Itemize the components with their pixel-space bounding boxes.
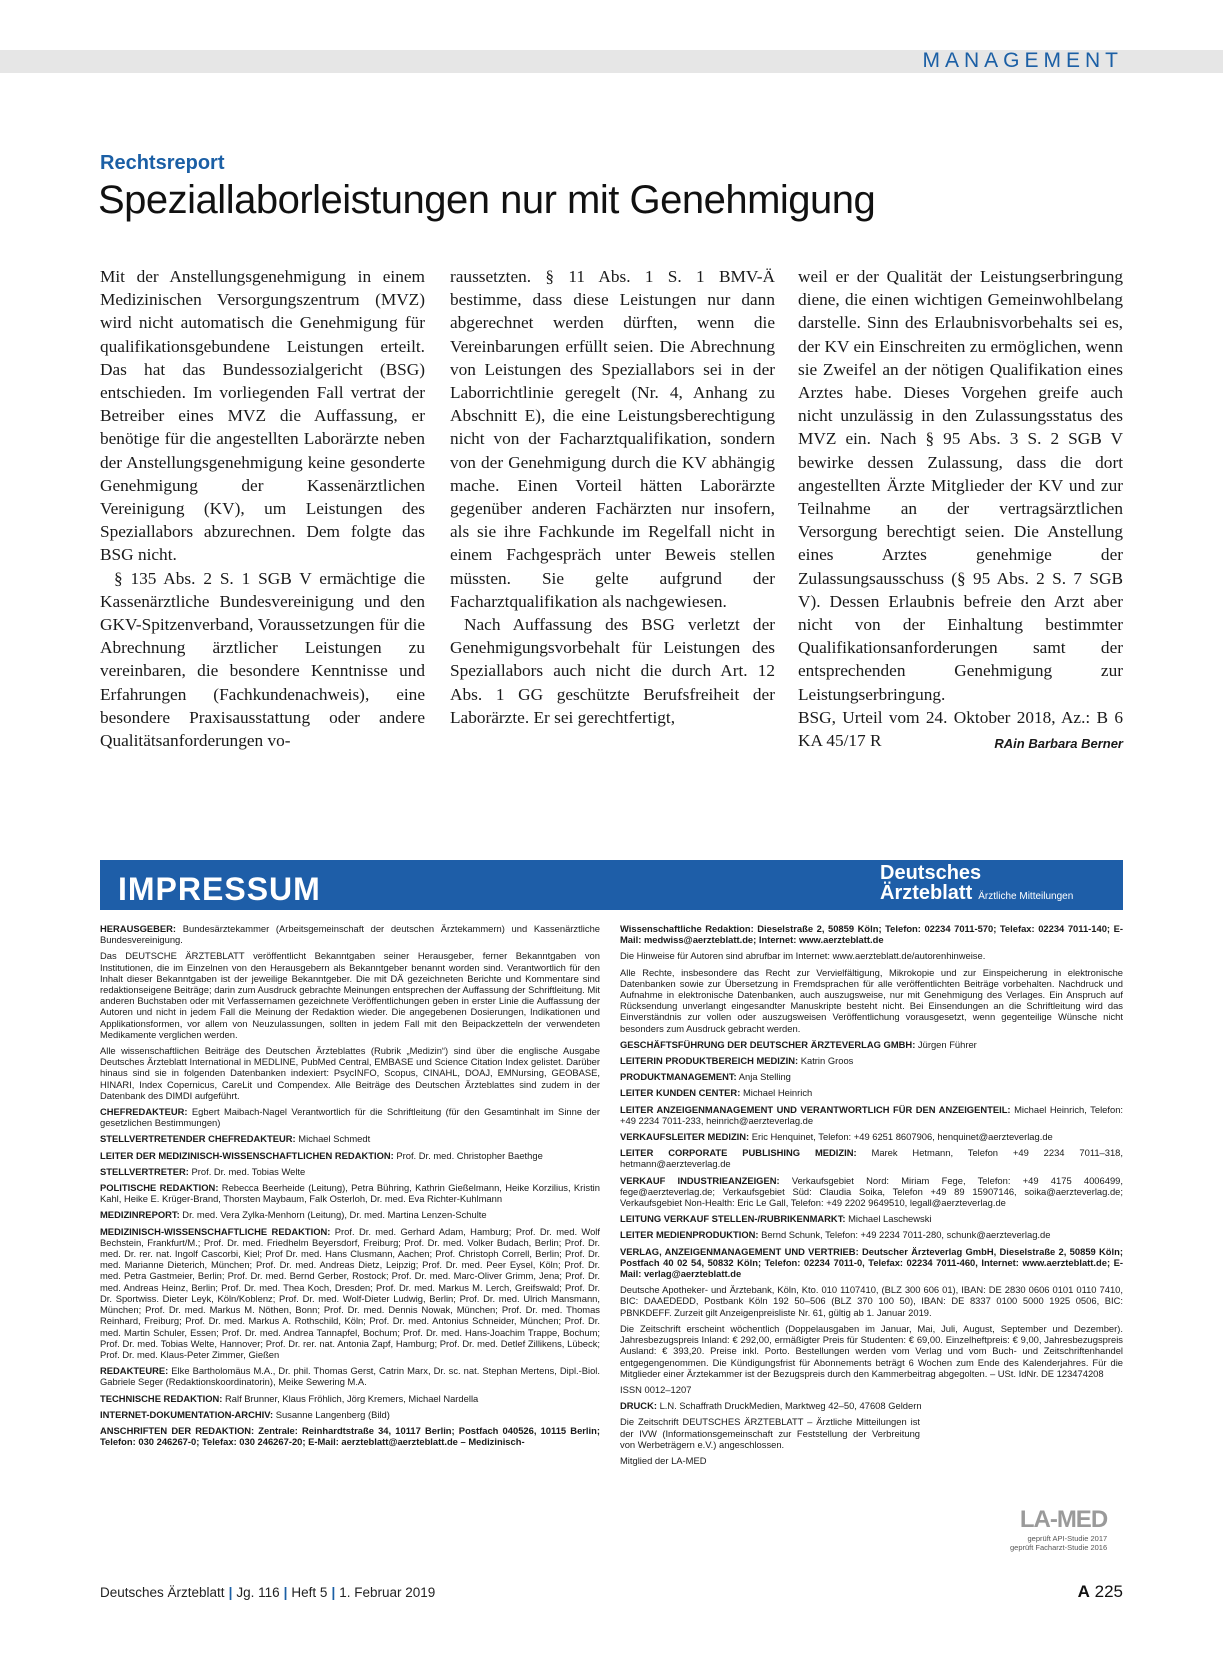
impressum-entry bbox=[100, 1393, 600, 1404]
logo-subtitle: Ärztliche Mitteilungen bbox=[978, 891, 1074, 902]
impressum-entry bbox=[100, 1133, 600, 1144]
impressum-entry-text: Jürgen Führer bbox=[917, 1038, 977, 1050]
impressum-entry-label: VERLAG, ANZEIGENMANAGEMENT UND VERTRIEB: Deutscher Ärzteverlag GmbH, Dieselstraße 2, 50859 Köln; Postfach 40 02 54, 50832 Köln; Telefon: 02234 7011-0, Telefax: 02234 7011-460, Internet: www.aerzteblatt.de; E-Mail: verlag@aerzteblatt.de bbox=[620, 1245, 1123, 1280]
article-paragraph: Nach Auffassung des BSG verletzt der Genehmigungsvorbehalt für Leistungen des Speziallabors auch nicht die durch Art. 12 Abs. 1 GG geschützte Berufsfreiheit der Laborärzte. Er sei gerechtfertigt, bbox=[450, 615, 775, 727]
impressum-column-left bbox=[100, 923, 600, 1452]
impressum-entry-text: Michael Schmedt bbox=[298, 1133, 371, 1145]
lamed-sub-2: geprüft Facharzt-Studie 2016 bbox=[1010, 1543, 1108, 1552]
page-number bbox=[1078, 1582, 1123, 1602]
lamed-logo: LA-MED bbox=[1019, 1506, 1108, 1533]
impressum-entry-text: Marek Hetmann, Telefon +49 2234 7011–318, hetmann@aerzteverlag.de bbox=[620, 1147, 1124, 1170]
article-author: RAin Barbara Berner bbox=[994, 736, 1123, 752]
impressum-entry bbox=[100, 1226, 600, 1360]
impressum-entry bbox=[620, 967, 1123, 1034]
impressum-column-right bbox=[620, 923, 1123, 1471]
footer-date: 1. Februar 2019 bbox=[339, 1585, 436, 1600]
impressum-entry-label: REDAKTEURE: bbox=[100, 1365, 169, 1377]
ivw-text: Die Zeitschrift DEUTSCHES ÄRZTEBLATT – Ärztliche Mitteilungen ist der IVW (Informationsgemeinschaft zur Feststellung der Verbreitung von Werbeträgern e.V.) angeschlossen. bbox=[620, 1416, 920, 1450]
impressum-entry-text: Verkaufsgebiet Nord: Miriam Fege, Telefon: +49 4175 4006499, fege@aerzteverlag.de; Verkaufsgebiet Süd: Claudia Soika, Telefon +49 89 15907146, soika@aerzteverlag.de; Verkaufsgebiet Non-Health: Eric Le Gall, Telefon: +49 2202 9649510, legall@aerzteverlag.de bbox=[620, 1174, 1123, 1209]
impressum-entry-label: MEDIZINISCH-WISSENSCHAFTLICHE REDAKTION: bbox=[100, 1225, 331, 1237]
footer-separator: | bbox=[331, 1585, 336, 1600]
impressum-entry-text: Dr. med. Vera Zylka-Menhorn (Leitung), Dr. med. Martina Lenzen-Schulte bbox=[182, 1209, 487, 1221]
impressum-entry-text: Prof. Dr. med. Tobias Welte bbox=[191, 1165, 306, 1177]
impressum-entry-text: Alle Rechte, insbesondere das Recht zur Vervielfältigung, Mikrokopie und zur Einspeicherung in elektronische Datenbanken sowie zur Übersetzung in Fremdsprachen für alle veröffentlichten Beiträge vorbehalten. Nachdruck und Aufnahme in elektronische Datenbanken, auch auszugsweise, nur mit Genehmigung des Verlages. Ein Anspruch auf Rücksendung unverlangt eingesandter Manuskripte besteht nicht. Bei Einsendungen an die Schriftleitung wird das Einverständnis zur vollen oder auszugsweisen Veröffentlichung vorausgesetzt, wenn gegenteilige Wünsche nicht besonders zum Ausdruck gebracht werden. bbox=[620, 966, 1123, 1034]
article-paragraph: Mit der Anstellungsgenehmigung in einem Medizinischen Versorgungszentrum (MVZ) wird nicht automatisch die Genehmigung für qualifikationsgebundene Leistungen erteilt. Das hat das Bundessozialgericht (BSG) entschieden. Im vorliegenden Fall vertrat der Betreiber eines MVZ die Auffassung, er benötige für die angestellten Laborärzte neben der Anstellungsgenehmigung keine gesonderte Genehmigung der Kassenärztlichen Vereinigung (KV), um Leistungen des Speziallabors abzurechnen. Dem folgte das BSG nicht. bbox=[100, 267, 425, 565]
impressum-entry bbox=[100, 1045, 600, 1101]
impressum-entry bbox=[100, 1166, 600, 1177]
impressum-entry bbox=[100, 1425, 600, 1447]
impressum-entry bbox=[620, 1055, 1123, 1066]
impressum-entry bbox=[620, 1104, 1123, 1126]
druck-label: DRUCK: bbox=[620, 1400, 657, 1412]
impressum-entry-label: GESCHÄFTSFÜHRUNG DER DEUTSCHER ÄRZTEVERLAG GMBH: bbox=[620, 1038, 916, 1050]
article-paragraph: § 135 Abs. 2 S. 1 SGB V ermächtige die Kassenärztliche Bundesvereinigung und den GKV-Spitzenverband, Voraussetzungen für die Abrechnung ärztlicher Leistungen zu vereinbaren, die besondere Kenntnisse und Erfahrungen (Fachkundenachweis), eine besondere Praxisausstattung oder andere Qualitätsanforderungen vo- bbox=[100, 568, 425, 751]
impressum-entry bbox=[100, 1106, 600, 1128]
impressum-entry-text: Eric Henquinet, Telefon: +49 6251 8607906, henquinet@aerzteverlag.de bbox=[751, 1131, 1053, 1143]
footer-volume: Jg. 116 bbox=[236, 1585, 280, 1600]
article-kicker: Rechtsreport bbox=[100, 152, 225, 174]
impressum-entry-label: VERKAUFSLEITER MEDIZIN: bbox=[620, 1131, 750, 1143]
impressum-entry-text: Bundesärztekammer (Arbeitsgemeinschaft der deutschen Ärztekammern) und Kassenärztliche Bundesvereinigung. bbox=[100, 923, 600, 946]
lamed-member: Mitglied der LA-MED bbox=[620, 1454, 707, 1466]
lamed-sub-1: geprüft API-Studie 2017 bbox=[1027, 1534, 1108, 1543]
logo-line-1: Deutsches bbox=[880, 862, 982, 884]
citation-text: BSG, Urteil vom 24. Oktober 2018, Az.: B 6 KA 45/17 R bbox=[798, 707, 1123, 751]
article-citation bbox=[798, 706, 1123, 752]
impressum-entry bbox=[620, 950, 1123, 961]
impressum-entry bbox=[620, 1284, 1123, 1318]
druck-entry bbox=[620, 1400, 1123, 1411]
aerzteblatt-logo bbox=[880, 863, 1073, 904]
impressum-entry bbox=[620, 1175, 1123, 1209]
impressum-entry-label: LEITUNG VERKAUF STELLEN-/RUBRIKENMARKT: bbox=[620, 1213, 846, 1225]
impressum-entry-text: Das DEUTSCHE ÄRZTEBLATT veröffentlicht Bekanntgaben seiner Herausgeber, ferner Bekanntgaben von Institutionen, die im Einzelnen von den Herausgebern als Bekanntgeber benannt worden sind. Verantwortlich für den Inhalt dieser Bekanntgaben ist der jeweilige Bekanntgeber. Die mit DÄ gezeichneten Berichte und Kommentare sind redaktionseigene Beiträge; darin zum Ausdruck gebrachte Meinungen entsprechen der Auffassung der Schriftleitung. Mit anderen Buchstaben oder mit Verfassernamen gezeichnete Veröffentlichungen geben in erster Linie die Auffassung der Autoren und nicht in jedem Fall die Meinung der Redaktion wieder. Die angegebenen Dosierungen, Indikationen und Applikationsformen, vor allem von Neuzulassungen, sollten in jedem Fall mit den Beipackzetteln der verwendeten Medikamente verglichen werden. bbox=[100, 950, 600, 1040]
impressum-entry-text: Susanne Langenberg (Bild) bbox=[275, 1408, 390, 1420]
impressum-entry-label: Wissenschaftliche Redaktion: Dieselstraße 2, 50859 Köln; Telefon: 02234 7011-570; Telefax: 02234 7011-140; E-Mail: medwiss@aerzteblatt.de; Internet: www.aerzteblatt.de bbox=[620, 923, 1123, 946]
impressum-entry bbox=[100, 1365, 600, 1387]
impressum-banner bbox=[100, 860, 1123, 910]
impressum-entry-text: Deutsche Apotheker- und Ärztebank, Köln, Kto. 010 1107410, (BLZ 300 606 01), IBAN: DE 2830 0606 0101 0110 7410, BIC: DAAEDEDD, Postbank Köln 192 50–506 (BLZ 370 100 50), IBAN: DE 8337 0100 5000 1925 0506, BIC: PBNKDEFF. Zurzeit gilt Anzeigenpreisliste Nr. 61, gültig ab 1. Januar 2019. bbox=[620, 1284, 1123, 1318]
article-column-3 bbox=[798, 265, 1123, 755]
impressum-entry-label: LEITERIN PRODUKTBEREICH MEDIZIN: bbox=[620, 1055, 799, 1067]
page-footer bbox=[100, 1585, 435, 1600]
impressum-entry bbox=[100, 1150, 600, 1161]
impressum-entry-text: Michael Heinrich, Telefon: +49 2234 7011-233, heinrich@aerzteverlag.de bbox=[620, 1103, 1124, 1126]
impressum-title: IMPRESSUM bbox=[118, 871, 321, 907]
impressum-entry-text: Michael Laschewski bbox=[848, 1213, 932, 1225]
impressum-entry-text: Anja Stelling bbox=[738, 1071, 791, 1083]
impressum-entry bbox=[100, 1182, 600, 1204]
impressum-entry-text: Die Zeitschrift erscheint wöchentlich (Doppelausgaben im Januar, Mai, Juli, August, September und Dezember). Jahresbezugspreis Inland: € 292,00, ermäßigter Preis für Studenten: € 69,00. Einzelheftpreis: € 9,00, Jahresbezugspreis Ausland: € 393,20. Preise inkl. Porto. Bestellungen werden vom Verlag und vom Buch- und Zeitschriftenhandel entgegengenommen. Die Kündigungsfrist für Abonnements beträgt 6 Wochen zum Ende des Kalenderjahres. Für die Mitglieder einer Ärztekammer ist der Bezugspreis durch den Kammerbeitrag abgegolten. – USt. IdNr. DE 123474208 bbox=[620, 1322, 1123, 1379]
impressum-entry bbox=[100, 923, 600, 945]
impressum-entry-text: Katrin Groos bbox=[800, 1055, 854, 1067]
druck-text: L.N. Schaffrath DruckMedien, Marktweg 42–50, 47608 Geldern bbox=[659, 1400, 922, 1412]
footer-journal: Deutsches Ärzteblatt bbox=[100, 1585, 225, 1600]
impressum-entry bbox=[100, 950, 600, 1040]
impressum-entry bbox=[620, 1147, 1123, 1169]
impressum-entry-text: Ralf Brunner, Klaus Fröhlich, Jörg Kremers, Michael Nardella bbox=[225, 1392, 479, 1404]
impressum-entry-text: Elke Bartholomäus M.A., Dr. phil. Thomas Gerst, Catrin Marx, Dr. sc. nat. Stephan Mertens, Dipl.-Biol. Gabriele Seger (Redaktionskoordinatorin), Meike Sewering M.A. bbox=[100, 1365, 600, 1388]
article-paragraph: weil er der Qualität der Leistungserbringung diene, die einen wichtigen Gemeinwohlbelang darstelle. Sinn des Erlaubnisvorbehalts sei es, der KV ein Einschreiten zu ermöglichen, wenn sie Zweifel an der nötigen Qualifikation eines Arztes habe. Dieses Vorgehen greife auch nicht unzulässig in den Zulassungsstatus des MVZ ein. Nach § 95 Abs. 3 S. 2 SGB V bewirke dessen Zulassung, dass die dort angestellten Ärzte Mitglieder der KV und zur Teilnahme an der vertragsärztlichen Versorgung berechtigt seien. Die Anstellung eines Arztes genehmige der Zulassungsausschuss (§ 95 Abs. 2 S. 7 SGB V). Dessen Erlaubnis befreie den Arzt aber nicht von der Einhaltung bestimmter Qualifikationsanforderungen samt der entsprechenden Genehmigung zur Leistungserbringung. bbox=[798, 267, 1123, 704]
impressum-entry-text: Die Hinweise für Autoren sind abrufbar im Internet: www.aerzteblatt.de/autorenhinweise. bbox=[620, 950, 986, 962]
impressum-entry bbox=[620, 1071, 1123, 1082]
impressum-entry-label: STELLVERTRETENDER CHEFREDAKTEUR: bbox=[100, 1133, 296, 1145]
page-prefix: A bbox=[1077, 1582, 1090, 1601]
page-number-value: 225 bbox=[1094, 1582, 1123, 1601]
article-column-2 bbox=[450, 265, 775, 729]
impressum-entry bbox=[100, 1209, 600, 1220]
impressum-entry bbox=[620, 1087, 1123, 1098]
impressum-entry-text: Bernd Schunk, Telefon: +49 2234 7011-280, schunk@aerzteverlag.de bbox=[761, 1229, 1051, 1241]
impressum-entry-label: TECHNISCHE REDAKTION: bbox=[100, 1392, 223, 1404]
impressum-entry-text: Michael Heinrich bbox=[742, 1087, 813, 1099]
impressum-entry-text: Alle wissenschaftlichen Beiträge des Deutschen Ärzteblattes (Rubrik „Medizin“) sind über die englische Ausgabe Deutsches Ärzteblatt International in MEDLINE, PubMed Central, EMBASE und Science Citation Index gelistet. Darüber hinaus sind sie in folgenden Datenbanken indexiert: PsycINFO, Scopus, CINAHL, DOAJ, EMNursing, GEOBASE, HINARI, Index Copernicus, CareLit und Compendex. Alle Beiträge des Deutschen Ärzteblattes sind zudem in der Datenbank des DIMDI aufgeführt. bbox=[100, 1045, 600, 1101]
impressum-entry-label: PRODUKTMANAGEMENT: bbox=[620, 1071, 737, 1083]
impressum-entry-label: CHEFREDAKTEUR: bbox=[100, 1106, 188, 1118]
impressum-entry bbox=[100, 1409, 600, 1420]
impressum-entry bbox=[620, 1039, 1123, 1050]
impressum-entry bbox=[620, 923, 1123, 945]
impressum-entry-text: Prof. Dr. med. Christopher Baethge bbox=[396, 1149, 543, 1161]
article-column-1 bbox=[100, 265, 425, 752]
article-title: Speziallaborleistungen nur mit Genehmigung bbox=[98, 178, 876, 222]
issn: ISSN 0012–1207 bbox=[620, 1383, 692, 1395]
impressum-entry-label: LEITER DER MEDIZINISCH-WISSENSCHAFTLICHEN REDAKTION: bbox=[100, 1149, 394, 1161]
impressum-entry-label: STELLVERTRETER: bbox=[100, 1165, 189, 1177]
impressum-entry bbox=[620, 1229, 1123, 1240]
impressum-entry-label: POLITISCHE REDAKTION: bbox=[100, 1182, 219, 1194]
impressum-entry-label: INTERNET-DOKUMENTATION-ARCHIV: bbox=[100, 1408, 274, 1420]
impressum-entry bbox=[620, 1246, 1123, 1280]
impressum-entry-label: MEDIZINREPORT: bbox=[100, 1209, 180, 1221]
footer-separator: | bbox=[283, 1585, 288, 1600]
section-label: MANAGEMENT bbox=[922, 49, 1123, 72]
footer-separator: | bbox=[228, 1585, 233, 1600]
impressum-entry-label: HERAUSGEBER: bbox=[100, 923, 177, 934]
impressum-entry bbox=[620, 1323, 1123, 1379]
impressum-entry-label: LEITER CORPORATE PUBLISHING MEDIZIN: bbox=[620, 1147, 857, 1159]
impressum-entry-label: VERKAUF INDUSTRIEANZEIGEN: bbox=[620, 1174, 780, 1186]
impressum-entry bbox=[620, 1131, 1123, 1142]
article-paragraph: raussetzten. § 11 Abs. 1 S. 1 BMV-Ä bestimme, dass diese Leistungen nur dann abgerechnet werden dürften, wenn die Vereinbarungen erfüllt seien. Die Abrechnung von Leistungen des Speziallabors sei in der Laborrichtlinie geregelt (Nr. 4, Anhang zu Abschnitt E), die eine Leistungsberechtigung nicht von der Facharztqualifikation, sondern von der Genehmigung durch die KV abhängig mache. Einen Vorteil hätten Laborärzte gegenüber anderen Fachärzten nur insofern, als sie ihre Fachkunde im Regelfall nicht in einem Fachgespräch unter Beweis stellen müssten. Sie gelte aufgrund der Facharztqualifikation als nachgewiesen. bbox=[450, 267, 775, 611]
impressum-entry-label: LEITER ANZEIGENMANAGEMENT UND VERANTWORTLICH FÜR DEN ANZEIGENTEIL: bbox=[620, 1103, 1011, 1115]
impressum-entry bbox=[620, 1213, 1123, 1224]
impressum-entry-text: Prof. Dr. med. Gerhard Adam, Hamburg; Prof. Dr. med. Wolf Bechstein, Frankfurt/M.; Prof. Dr. med. Friedhelm Beyersdorf, Freiburg; Prof. Dr. med. Volker Budach, Berlin; Prof. Dr. med. Dr. rer. nat. Ingolf Cascorbi, Kiel; Prof Dr. med. Hans Clusmann, Aachen; Prof. Christoph Correll, Berlin; Prof. Dr. med. Marianne Dieterich, München; Prof. Dr. med. Andreas Dietz, Leipzig; Prof. Dr. med. Peer Eysel, Köln; Prof. Dr. med. Petra Gastmeier, Berlin; Prof. Dr. med. Bernd Gerber, Rostock; Prof. Dr. med. Marc-Oliver Grimm, Jena; Prof. Dr. med. Andreas Heinz, Berlin; Prof. Dr. med. Thea Koch, Dresden; Prof. Dr. med. Markus M. Lerch, Greifswald; Prof. Dr. Dr. Sportwiss. Dieter Leyk, Köln/Koblenz; Prof. Dr. med. Wolf-Dieter Ludwig, Berlin; Prof. Dr. med. Ulrich Mansmann, München; Prof. Dr. med. Markus M. Nöthen, Bonn; Prof. Dr. med. Dennis Nowak, München; Prof. Dr. med. Thomas Reinhard, Freiburg; Prof. Dr. med. Markus A. Rothschild, Köln; Prof. Dr. med. Antonius Schneider, München; Prof. Dr. med. Martin Schuler, Essen; Prof. Dr. med. Andrea Tannapfel, Bochum; Prof. Dr. med. Hans-Joachim Trappe, Bochum; Prof. Dr. med. Tobias Welte, Hannover; Prof. Dr. rer. nat. Antonia Zapf, Hamburg; Prof. Dr. med. Detlef Zillikens, Lübeck; Prof. Dr. med. Klaus-Peter Zimmer, Gießen bbox=[100, 1225, 600, 1360]
impressum-entry-text: Rebecca Beerheide (Leitung), Petra Bühring, Kathrin Gießelmann, Heike Korzilius, Kristin Kahl, Heike E. Krüger-Brand, Thorsten Maybaum, Falk Osterloh, Dr. med. Eva Richter-Kuhlmann bbox=[100, 1182, 600, 1205]
impressum-entry-label: LEITER KUNDEN CENTER: bbox=[620, 1087, 741, 1099]
logo-line-2: Ärzteblatt bbox=[880, 882, 973, 904]
impressum-entry-label: LEITER MEDIENPRODUKTION: bbox=[620, 1229, 759, 1241]
impressum-right-items bbox=[620, 923, 1123, 1379]
impressum-entry-label: ANSCHRIFTEN DER REDAKTION: Zentrale: Reinhardtstraße 34, 10117 Berlin; Postfach 040526, 10115 Berlin; Telefon: 030 246267-0; Telefax: 030 246267-20; E-Mail: aerzteblatt@aerzteblatt.de – Medizinisch- bbox=[100, 1424, 600, 1448]
lamed-badge bbox=[1010, 1506, 1107, 1552]
impressum-entry-text: Egbert Maibach-Nagel Verantwortlich für die Schriftleitung (für den Gesamtinhalt im Sinne der gesetzlichen Bestimmungen) bbox=[100, 1106, 600, 1129]
footer-issue: Heft 5 bbox=[291, 1585, 328, 1600]
